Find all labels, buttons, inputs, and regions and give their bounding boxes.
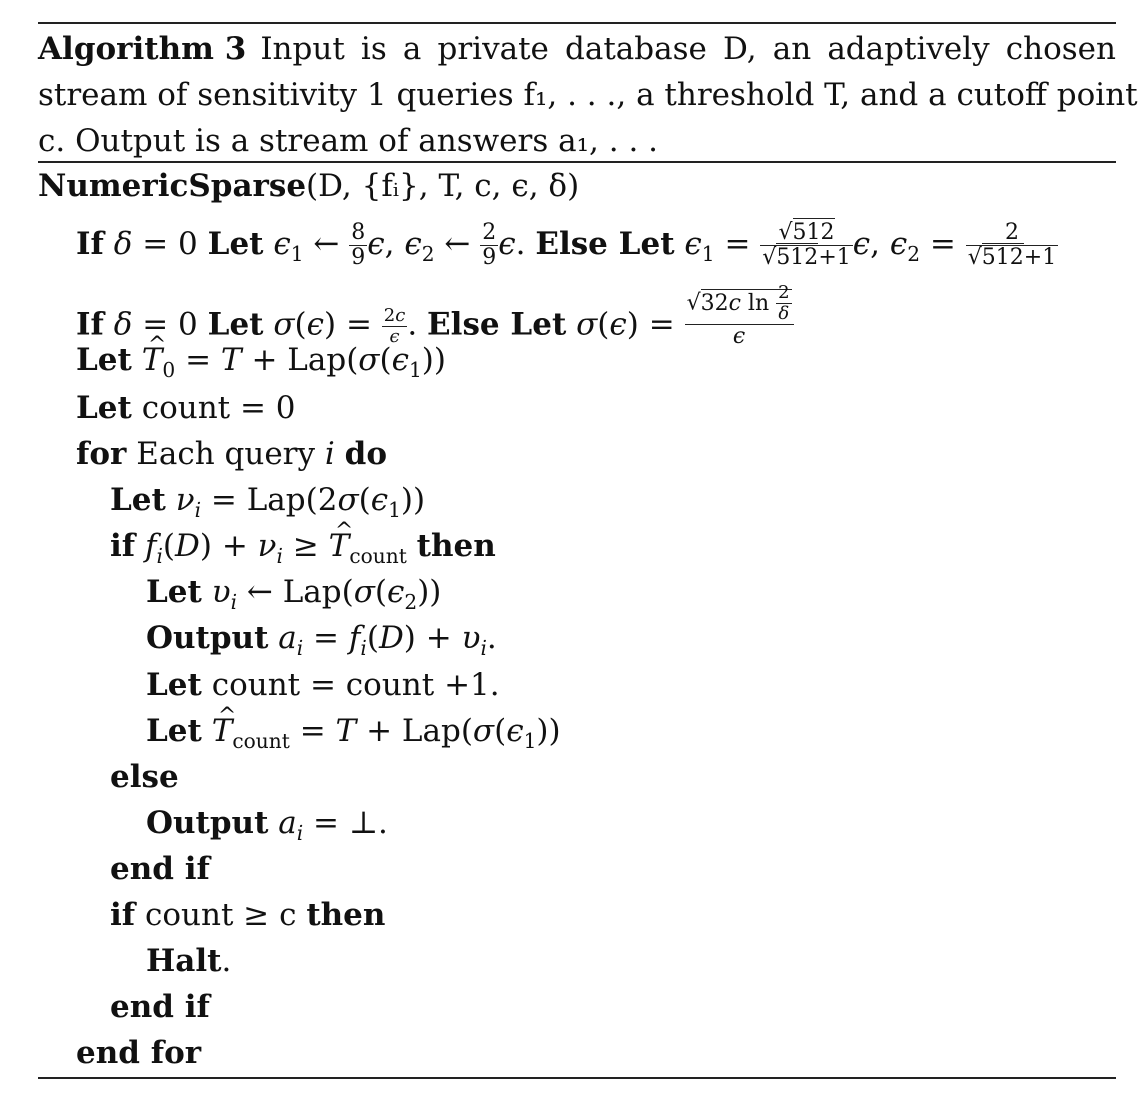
kw-for: for [76, 436, 127, 472]
each-query-text: Each query [136, 436, 315, 472]
kw-let: Let [207, 226, 264, 262]
kw-else-let: Else Let [427, 306, 567, 343]
kw-else-let: Else Let [535, 226, 675, 262]
if-threshold-line: if $f_i(D) + \nu_i$ ≥ ^ $T_{count}$ then [110, 526, 496, 566]
kw-then: then [306, 897, 386, 933]
end-for-line [76, 1033, 201, 1073]
else-line [110, 757, 179, 797]
count-increment-line [146, 665, 500, 705]
kw-if: If [76, 226, 104, 262]
kw-then: then [416, 528, 496, 564]
kw-let: Let [76, 342, 132, 378]
fraction-2-9: $\frac{2}{9}$ [482, 220, 497, 270]
bottom-rule [38, 1077, 1116, 1079]
caption-line-2: stream of sensitivity 1 queries f₁, . . ., a threshold T, and a cutoff point [38, 77, 1138, 113]
kw-output: Output [146, 805, 269, 841]
kw-let: Let [146, 713, 202, 749]
kw-let: Let [146, 574, 202, 610]
halt-line: Halt. [146, 943, 232, 979]
algorithm-label: Algorithm 3 [38, 31, 247, 67]
count-init-line [76, 388, 296, 428]
kw-if-lower: if [110, 528, 136, 564]
output-bottom-line: Output $a_i$ = ⊥. [146, 805, 388, 846]
top-rule [38, 22, 1116, 24]
fraction-2c-eps: $\frac{2c}{\epsilon}$ [383, 304, 406, 347]
algorithm-caption [38, 26, 1138, 164]
caption-line-3: c. Output is a stream of answers a₁, . . . [38, 123, 658, 159]
kw-output: Output [146, 620, 269, 656]
threshold-init-line: Let ^ $T_0 = T + Lap(\sigma(\epsilon_1))$ [76, 340, 446, 380]
procedure-header [38, 166, 579, 206]
noise-line: Let $\nu_i = Lap(2\sigma(\epsilon_1))$ [110, 482, 426, 523]
kw-halt: Halt [146, 943, 222, 979]
kw-let: Let [207, 306, 264, 343]
epsilon-definition-line: If δ = 0 Let $\epsilon_1$ ← $\frac{8}{9}$ ϵ, $\epsilon_2$ ← $\frac{2}{9}$ ϵ. Else Let $\epsilon_1$ = $\frac{√512}{√512+1}$ ϵ, $\epsilon_2$ = $\frac{2}{√512+1}$ [76, 220, 1057, 270]
fraction-8-9: $\frac{8}{9}$ [351, 220, 366, 270]
caption-line-1 [38, 26, 1116, 72]
procedure-name: NumericSparse [38, 168, 307, 204]
threshold-update-line: Let ^ $T_{count} = T + Lap(\sigma(\epsilon_1))$ [146, 711, 561, 751]
caption-line-1-text: Input is a private database D, an adaptively chosen [260, 31, 1116, 67]
kw-let: Let [146, 667, 202, 703]
if-count-line [110, 895, 385, 935]
procedure-args: (D, {fᵢ}, T, c, ϵ, δ) [306, 168, 580, 204]
count-inc-text: count = count +1. [211, 667, 500, 703]
fraction-2-sqrt512: $\frac{2}{√512+1}$ [967, 220, 1057, 270]
kw-if-lower: if [110, 897, 136, 933]
end-if-line-2 [110, 987, 210, 1027]
kw-if: If [76, 306, 104, 343]
kw-else: else [110, 759, 179, 795]
kw-let: Let [76, 390, 132, 426]
sigma-definition-line: If δ = 0 Let σ(ϵ) = $\frac{2c}{\epsilon}$ . Else Let σ(ϵ) = √32c ln $\frac{2}{\delta}$ ϵ [76, 294, 794, 358]
output-answer-line: Output $a_i = f_i(D) + \upsilon_i$. [146, 620, 497, 661]
kw-end-for: end for [76, 1035, 202, 1071]
kw-end-if: end if [110, 851, 210, 887]
kw-end-if: end if [110, 989, 210, 1025]
count-init-text: count = 0 [141, 390, 296, 426]
end-if-line-1 [110, 849, 210, 889]
upsilon-line: Let $\upsilon_i$ ← $Lap(\sigma(\epsilon_2))$ [146, 574, 442, 615]
kw-let: Let [110, 482, 166, 518]
fraction-sqrt-32cln: √32c ln $\frac{2}{\delta}$ ϵ [685, 284, 794, 348]
fraction-sqrt512: $\frac{√512}{√512+1}$ [762, 220, 851, 270]
caption-rule [38, 161, 1116, 163]
count-ge-text: count ≥ c [144, 897, 297, 933]
for-loop-line: for Each query i do [76, 436, 387, 472]
kw-do: do [344, 436, 387, 472]
